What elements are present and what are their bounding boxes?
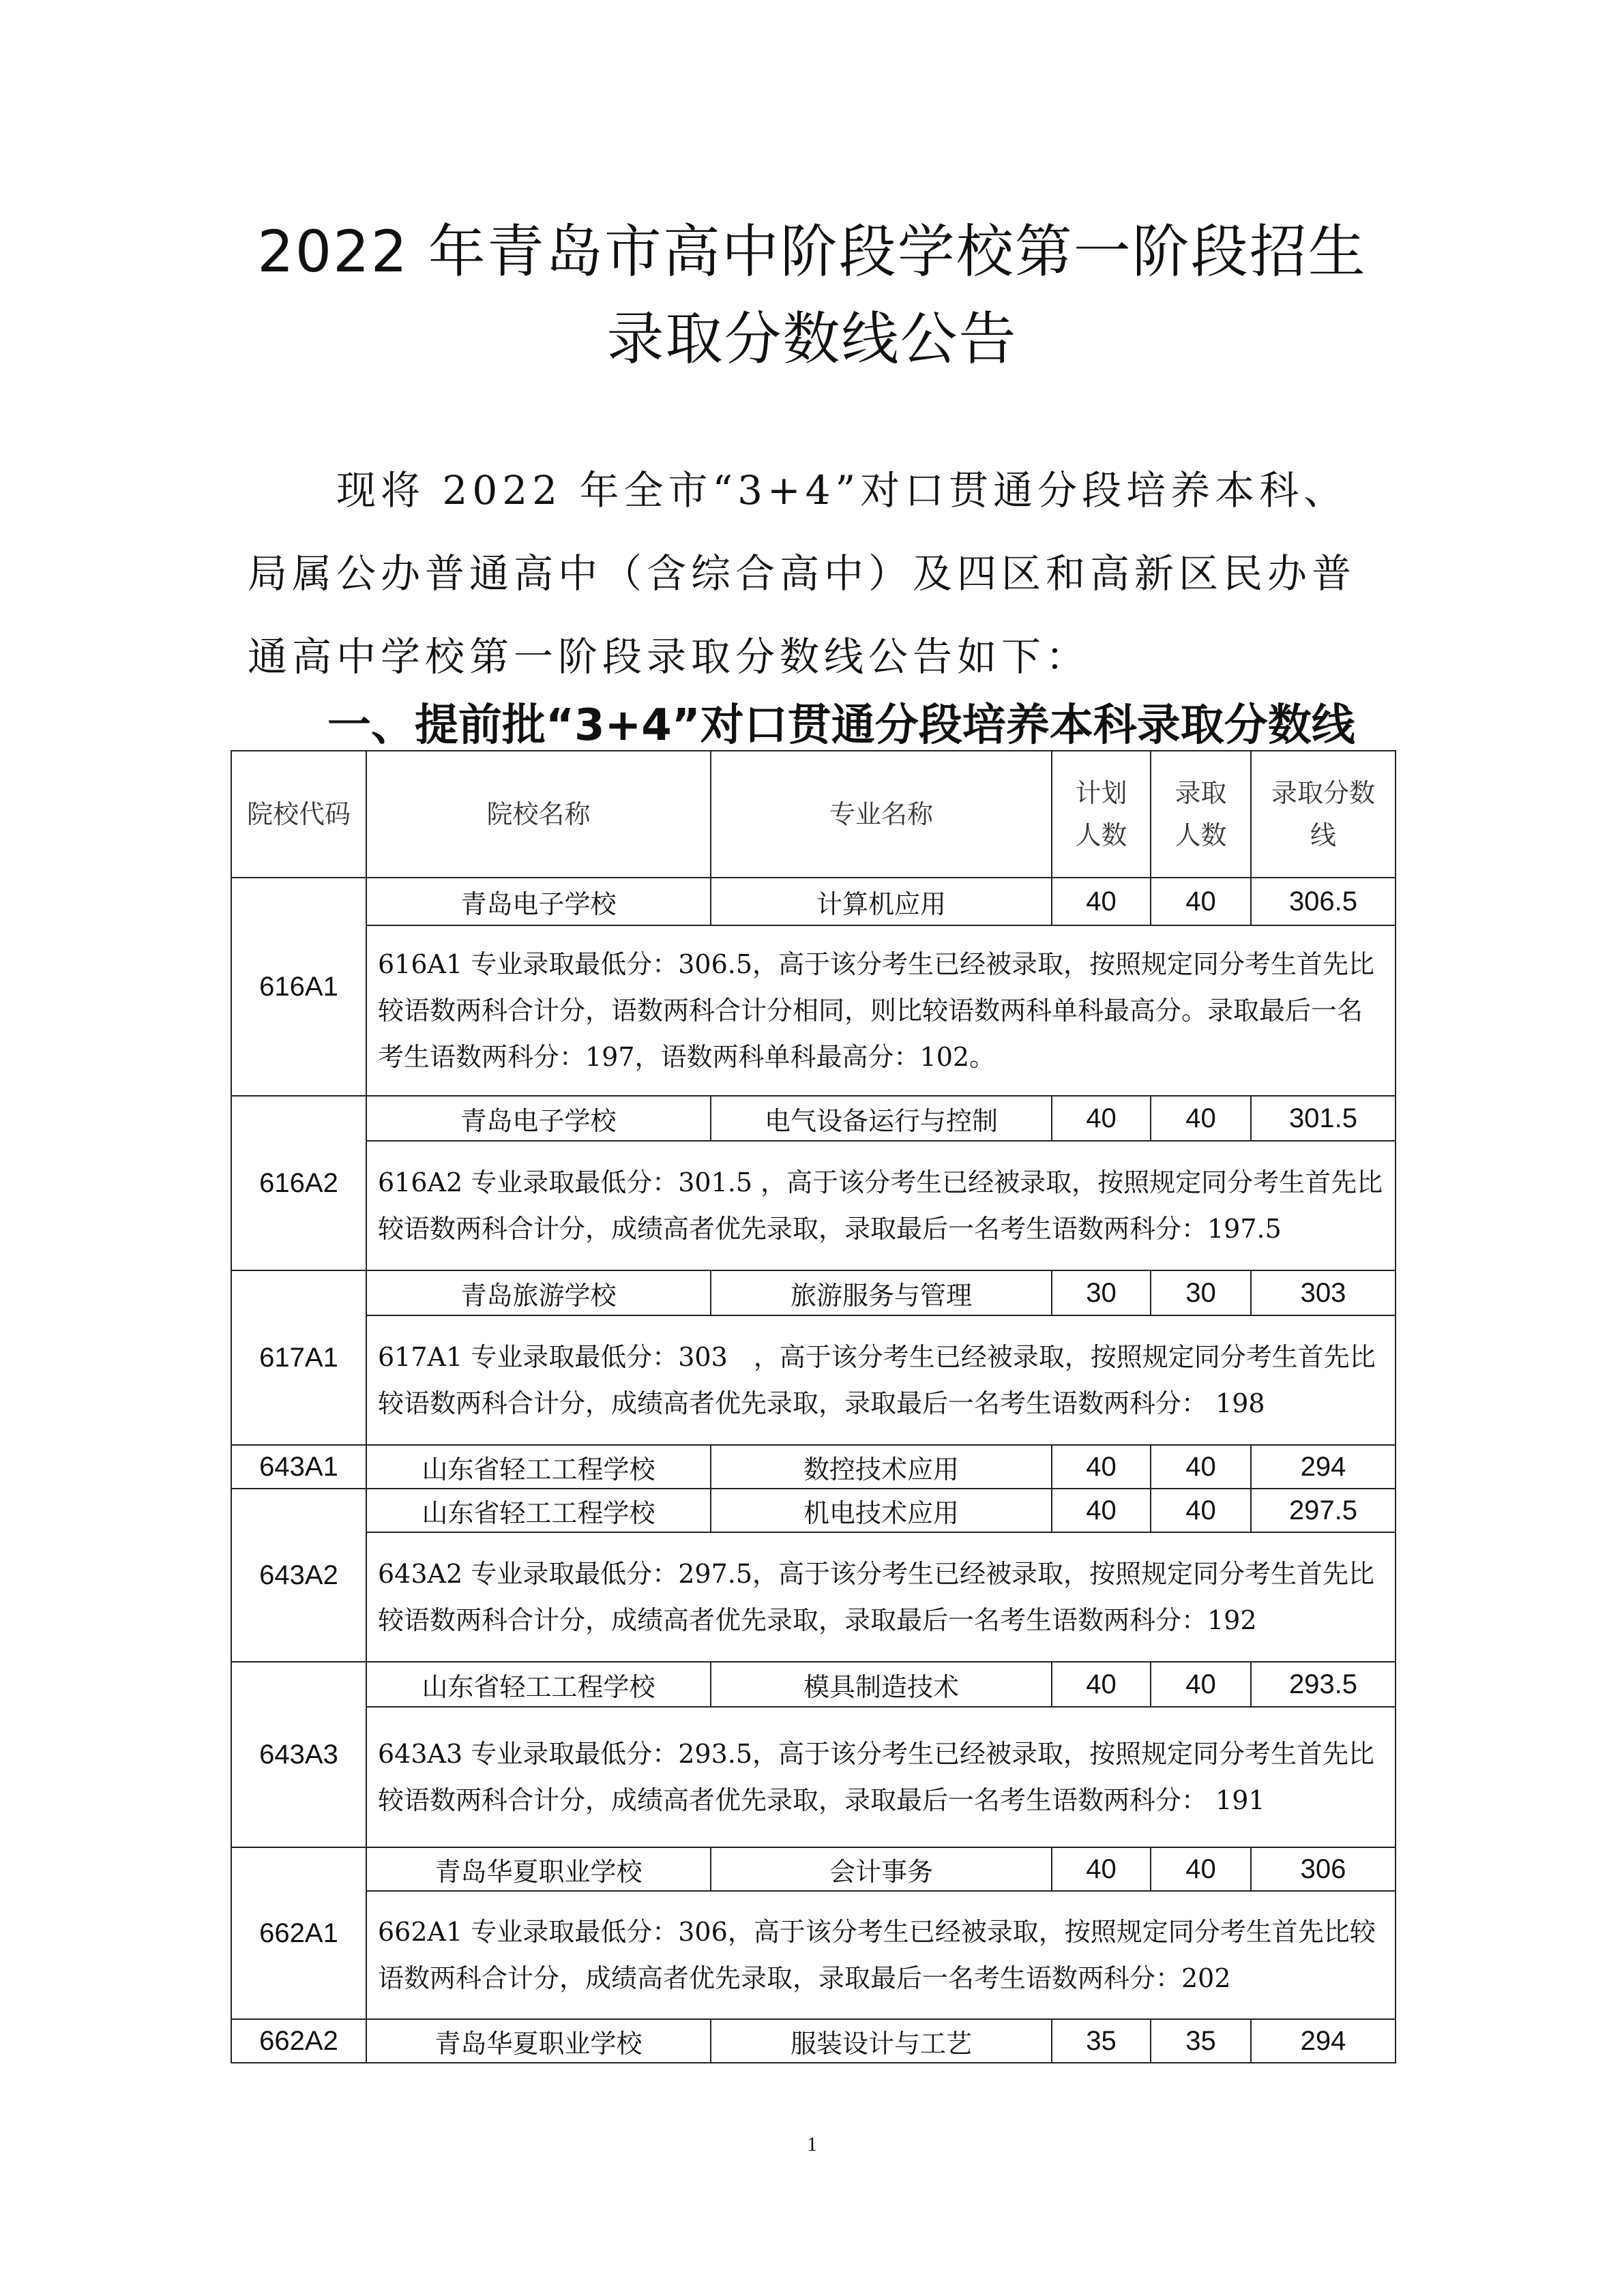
admission-score-table xyxy=(231,750,1396,2063)
cell-admitted: 30 xyxy=(1151,1270,1251,1315)
cell-admitted: 40 xyxy=(1151,1096,1251,1141)
cell-code: 617A1 xyxy=(231,1270,366,1445)
cell-school: 山东省轻工工程学校 xyxy=(366,1489,711,1532)
cell-admitted: 40 xyxy=(1151,1662,1251,1707)
cell-score: 294 xyxy=(1251,2019,1396,2063)
cell-admitted: 40 xyxy=(1151,1445,1251,1489)
intro-paragraph: 现将 2022 年全市“3+4”对口贯通分段培养本科、局属公办普通高中（含综合高中）及四区和高新区民办普通高中学校第一阶段录取分数线公告如下： xyxy=(248,467,1357,680)
table-row xyxy=(231,1662,1396,1707)
table-row xyxy=(231,878,1396,925)
cell-plan: 40 xyxy=(1052,878,1151,925)
header-school: 院校名称 xyxy=(366,751,711,878)
cell-major: 会计事务 xyxy=(711,1847,1052,1891)
page-title-line-2: 录取分数线公告 xyxy=(606,305,1018,372)
table-note-row xyxy=(231,1707,1396,1847)
cell-score: 306 xyxy=(1251,1847,1396,1891)
cell-score: 297.5 xyxy=(1251,1489,1396,1532)
cell-code: 662A2 xyxy=(231,2019,366,2063)
cell-major: 机电技术应用 xyxy=(711,1489,1052,1532)
cell-code: 616A1 xyxy=(231,878,366,1096)
cell-score: 306.5 xyxy=(1251,878,1396,925)
table-note-row xyxy=(231,1891,1396,2019)
cell-note: 616A2 专业录取最低分：301.5 ，高于该分考生已经被录取，按照规定同分考生首先比较语数两科合计分，成绩高者优先录取，录取最后一名考生语数两科分：197.5 xyxy=(366,1141,1396,1270)
cell-school: 青岛华夏职业学校 xyxy=(366,1847,711,1891)
cell-plan: 40 xyxy=(1052,1662,1151,1707)
cell-school: 山东省轻工工程学校 xyxy=(366,1445,711,1489)
section-title: 一、提前批“3+4”对口贯通分段培养本科录取分数线 xyxy=(327,700,1355,751)
cell-note: 643A3 专业录取最低分：293.5，高于该分考生已经被录取，按照规定同分考生首先比较语数两科合计分，成绩高者优先录取，录取最后一名考生语数两科分： 191 xyxy=(366,1707,1396,1847)
header-admitted: 录取人数 xyxy=(1151,751,1251,878)
table-note-row xyxy=(231,1532,1396,1662)
header-plan: 计划人数 xyxy=(1052,751,1151,878)
table-row xyxy=(231,1096,1396,1141)
cell-score: 294 xyxy=(1251,1445,1396,1489)
cell-code: 643A1 xyxy=(231,1445,366,1489)
cell-score: 303 xyxy=(1251,1270,1396,1315)
cell-plan: 40 xyxy=(1052,1445,1151,1489)
cell-school: 青岛华夏职业学校 xyxy=(366,2019,711,2063)
header-score: 录取分数线 xyxy=(1251,751,1396,878)
page-number: 1 xyxy=(807,2133,817,2156)
cell-school: 青岛电子学校 xyxy=(366,878,711,925)
cell-admitted: 40 xyxy=(1151,878,1251,925)
table-row xyxy=(231,1489,1396,1532)
cell-school: 山东省轻工工程学校 xyxy=(366,1662,711,1707)
header-code: 院校代码 xyxy=(231,751,366,878)
cell-code: 662A1 xyxy=(231,1847,366,2019)
table-row xyxy=(231,1847,1396,1891)
cell-score: 301.5 xyxy=(1251,1096,1396,1141)
table-note-row xyxy=(231,1315,1396,1445)
cell-plan: 35 xyxy=(1052,2019,1151,2063)
cell-code: 643A2 xyxy=(231,1489,366,1662)
header-major: 专业名称 xyxy=(711,751,1052,878)
cell-major: 服装设计与工艺 xyxy=(711,2019,1052,2063)
cell-school: 青岛电子学校 xyxy=(366,1096,711,1141)
cell-note: 617A1 专业录取最低分：303 ，高于该分考生已经被录取，按照规定同分考生首先比较语数两科合计分，成绩高者优先录取，录取最后一名考生语数两科分： 198 xyxy=(366,1315,1396,1445)
cell-school: 青岛旅游学校 xyxy=(366,1270,711,1315)
cell-plan: 30 xyxy=(1052,1270,1151,1315)
cell-plan: 40 xyxy=(1052,1847,1151,1891)
table-note-row xyxy=(231,1141,1396,1270)
cell-note: 616A1 专业录取最低分：306.5，高于该分考生已经被录取，按照规定同分考生首先比较语数两科合计分，语数两科合计分相同，则比较语数两科单科最高分。录取最后一名考生语数两科分：197，语数两科单科最高分：102。 xyxy=(366,925,1396,1096)
cell-major: 计算机应用 xyxy=(711,878,1052,925)
table-row xyxy=(231,2019,1396,2063)
cell-code: 643A3 xyxy=(231,1662,366,1847)
cell-major: 电气设备运行与控制 xyxy=(711,1096,1052,1141)
cell-admitted: 40 xyxy=(1151,1489,1251,1532)
cell-major: 模具制造技术 xyxy=(711,1662,1052,1707)
table-header-row xyxy=(231,751,1396,878)
table-row xyxy=(231,1445,1396,1489)
cell-code: 616A2 xyxy=(231,1096,366,1270)
cell-score: 293.5 xyxy=(1251,1662,1396,1707)
cell-admitted: 40 xyxy=(1151,1847,1251,1891)
cell-plan: 40 xyxy=(1052,1096,1151,1141)
cell-major: 数控技术应用 xyxy=(711,1445,1052,1489)
table-note-row xyxy=(231,925,1396,1096)
cell-note: 643A2 专业录取最低分：297.5，高于该分考生已经被录取，按照规定同分考生首先比较语数两科合计分，成绩高者优先录取，录取最后一名考生语数两科分：192 xyxy=(366,1532,1396,1662)
cell-plan: 40 xyxy=(1052,1489,1151,1532)
cell-admitted: 35 xyxy=(1151,2019,1251,2063)
cell-note: 662A1 专业录取最低分：306，高于该分考生已经被录取，按照规定同分考生首先比较语数两科合计分，成绩高者优先录取，录取最后一名考生语数两科分：202 xyxy=(366,1891,1396,2019)
cell-major: 旅游服务与管理 xyxy=(711,1270,1052,1315)
page-title-line-1: 2022 年青岛市高中阶段学校第一阶段招生 xyxy=(257,218,1367,285)
table-row xyxy=(231,1270,1396,1315)
